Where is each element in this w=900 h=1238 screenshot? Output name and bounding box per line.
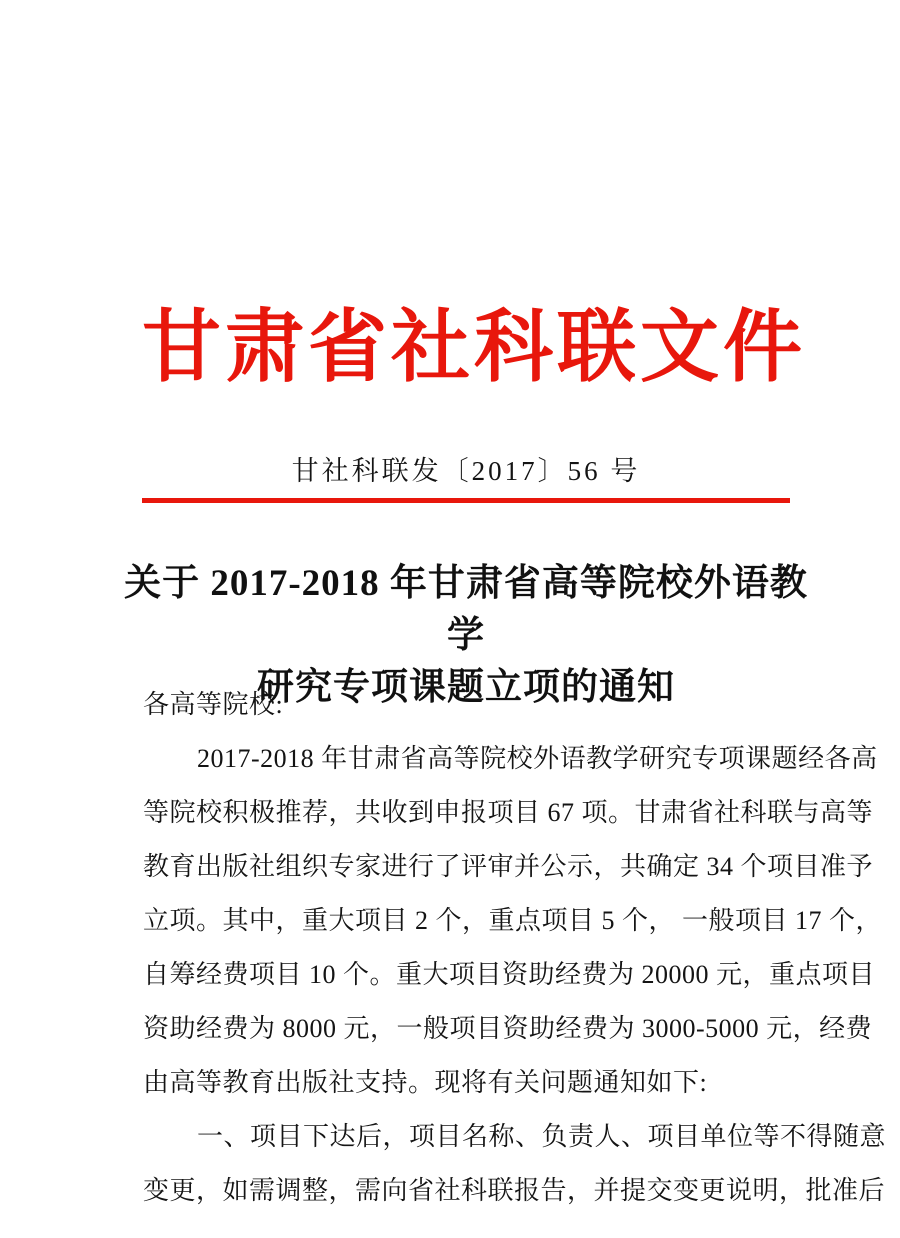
document-header-title: 甘肃省社科联文件 <box>142 305 806 392</box>
body-line: 各高等院校: <box>143 690 284 719</box>
notice-body <box>143 678 887 1218</box>
body-line: 2017-2018 年甘肃省高等院校外语教学研究专项课题经各高 <box>197 744 878 773</box>
document-number: 甘社科联发〔2017〕56 号 <box>291 456 641 486</box>
body-line: 资助经费为 8000 元，一般项目资助经费为 3000-5000 元，经费 <box>143 1014 873 1043</box>
body-line: 教育出版社组织专家进行了评审并公示，共确定 34 个项目准予 <box>143 852 874 881</box>
body-line: 自筹经费项目 10 个。重大项目资助经费为 20000 元，重点项目 <box>143 960 876 989</box>
body-line: 变更，如需调整，需向省社科联报告，并提交变更说明，批准后 <box>143 1176 886 1205</box>
body-line: 立项。其中，重大项目 2 个，重点项目 5 个， 一般项目 17 个， <box>143 906 883 935</box>
body-line: 等院校积极推荐，共收到申报项目 67 项。甘肃省社科联与高等 <box>143 798 874 827</box>
notice-title-line2: 研究专项课题立项的通知 <box>257 667 675 708</box>
body-line: 由高等教育出版社支持。现将有关问题通知如下: <box>143 1068 708 1097</box>
red-divider-line <box>142 498 790 503</box>
notice-title-line1: 关于 2017-2018 年甘肃省高等院校外语教学 <box>124 563 808 656</box>
body-line: 一、项目下达后，项目名称、负责人、项目单位等不得随意 <box>197 1122 887 1151</box>
